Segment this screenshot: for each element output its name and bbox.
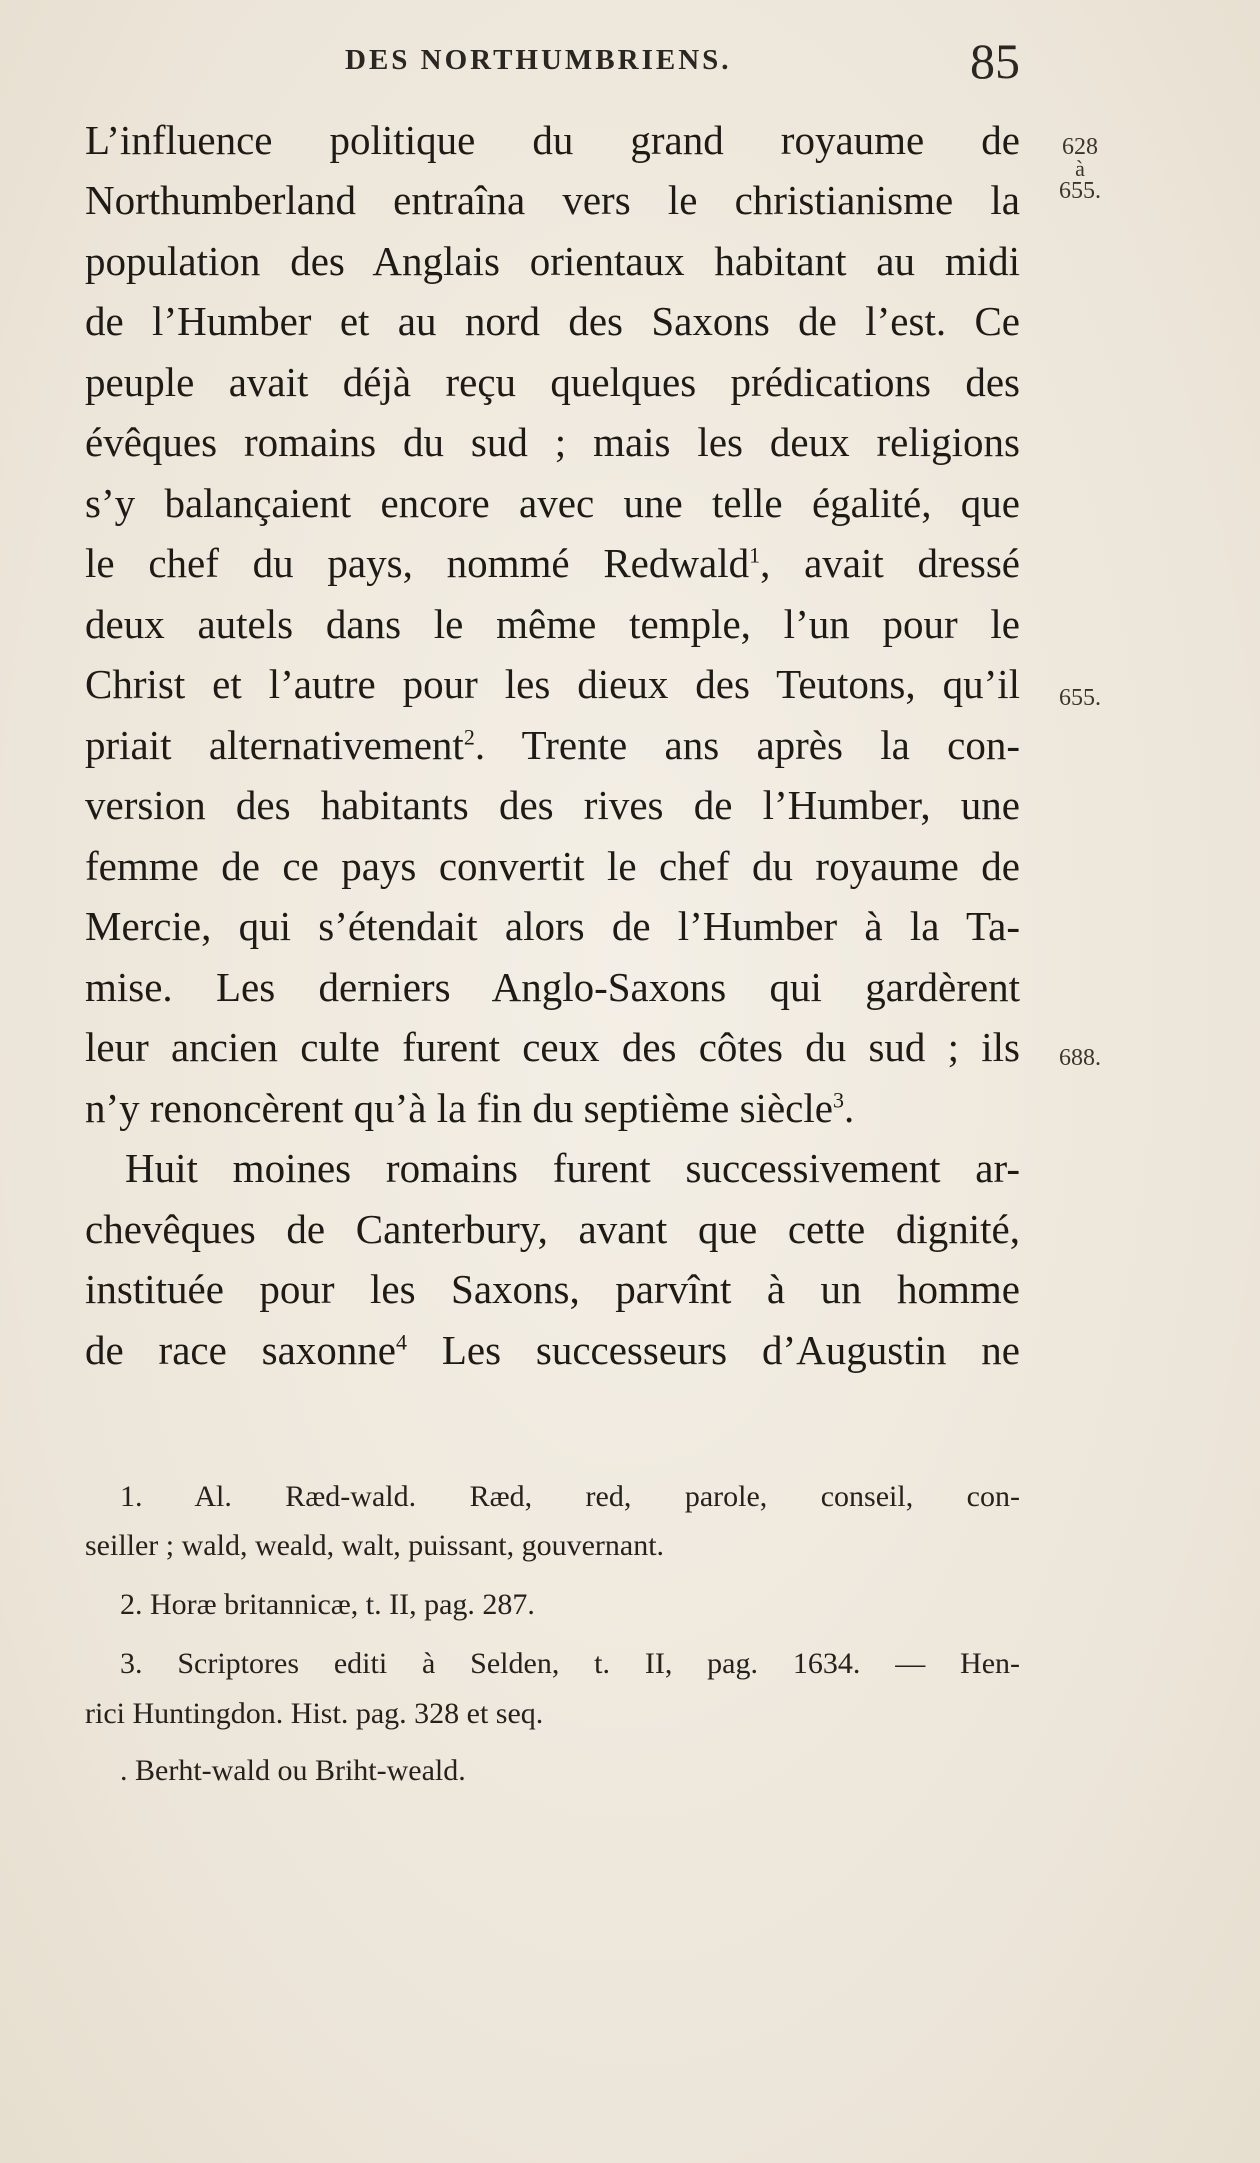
margin-year-start: 628 xyxy=(1062,134,1098,160)
margin-date-range xyxy=(1050,134,1110,204)
margin-year: 655. xyxy=(1059,685,1101,711)
margin-year: 688. xyxy=(1059,1045,1101,1071)
body-line-21 xyxy=(85,1325,1020,1375)
body-line-15: mise. Les derniers Anglo-Saxons qui gardèrent xyxy=(85,964,1020,1010)
body-line-16: leur ancien culte furent ceux des côtes du sud ; ils xyxy=(85,1024,1020,1070)
body-line-4: de l’Humber et au nord des Saxons de l’est. Ce xyxy=(85,298,1020,344)
body-line-5: peuple avait déjà reçu quelques prédications des xyxy=(85,359,1020,405)
footnote-number: 3. xyxy=(120,1647,143,1680)
body-line-13: femme de ce pays convertit le chef du royaume de xyxy=(85,843,1020,889)
footnote-2 xyxy=(120,1584,1020,1626)
footnote-ref-4: 4 xyxy=(395,1329,407,1355)
body-line-17-text: n’y renoncèrent qu’à la fin du septième siècle xyxy=(85,1085,833,1131)
body-line-21-text: de race saxonne xyxy=(85,1327,396,1373)
footnote-text: Horæ britannicæ, t. II, pag. 287. xyxy=(150,1588,535,1621)
body-line-11 xyxy=(85,720,1020,770)
body-line-17 xyxy=(85,1083,1020,1133)
body-line-11-text: priait alternativement xyxy=(85,722,464,768)
footnote-ref-3: 3 xyxy=(832,1087,844,1113)
body-line-19: chevêques de Canterbury, avant que cette dignité, xyxy=(85,1206,1020,1252)
margin-year-connector: à xyxy=(1075,156,1085,181)
body-line-1: L’influence politique du grand royaume de xyxy=(85,117,1020,163)
body-line-21-rest: Les successeurs d’Augustin ne xyxy=(406,1327,1021,1373)
body-line-2: Northumberland entraîna vers le christianisme la xyxy=(85,177,1020,223)
body-line-3: population des Anglais orientaux habitant au midi xyxy=(85,238,1020,284)
footnote-1 xyxy=(120,1476,1020,1518)
body-line-12: version des habitants des rives de l’Humber, une xyxy=(85,782,1020,828)
footnote-3 xyxy=(120,1643,1020,1685)
footnote-4 xyxy=(120,1750,1020,1792)
body-line-14: Mercie, qui s’étendait alors de l’Humber à la Ta- xyxy=(85,903,1020,949)
footnote-text: Berht-wald ou Briht-weald. xyxy=(135,1754,466,1787)
footnote-text: rici Huntingdon. Hist. pag. 328 et seq. xyxy=(85,1697,544,1730)
margin-year-end: 655. xyxy=(1059,178,1101,204)
margin-year-655 xyxy=(1050,685,1110,711)
footnote-ref-1: 1 xyxy=(749,542,761,568)
body-line-17-rest: . xyxy=(843,1085,855,1131)
body-line-8-rest: , avait dressé xyxy=(760,540,1021,586)
footnote-1-continued xyxy=(85,1525,1020,1567)
body-line-9: deux autels dans le même temple, l’un pour le xyxy=(85,601,1020,647)
body-line-7: s’y balançaient encore avec une telle égalité, que xyxy=(85,480,1020,526)
footnote-ref-2: 2 xyxy=(463,724,475,750)
body-line-11-rest: . Trente ans après la con- xyxy=(474,722,1021,768)
footnote-number: . xyxy=(120,1754,128,1787)
body-line-10: Christ et l’autre pour les dieux des Teutons, qu’il xyxy=(85,661,1020,707)
body-line-8-text: le chef du pays, nommé Redwald xyxy=(85,540,750,586)
footnote-3-continued xyxy=(85,1693,1020,1735)
footnote-text: Scriptores editi à Selden, t. II, pag. 1634. — Hen- xyxy=(177,1647,1021,1680)
page-number: 85 xyxy=(970,33,1020,89)
running-head: DES NORTHUMBRIENS. xyxy=(345,44,732,76)
footnote-text: Al. Ræd-wald. Ræd, red, parole, conseil, con- xyxy=(194,1480,1020,1513)
body-line-18: Huit moines romains furent successivement ar- xyxy=(125,1145,1020,1191)
body-line-6: évêques romains du sud ; mais les deux religions xyxy=(85,419,1020,465)
footnote-number: 1. xyxy=(120,1480,143,1513)
body-line-8 xyxy=(85,538,1020,588)
margin-year-688 xyxy=(1050,1045,1110,1071)
footnote-text: seiller ; wald, weald, walt, puissant, gouvernant. xyxy=(85,1529,665,1562)
body-line-20: instituée pour les Saxons, parvînt à un homme xyxy=(85,1266,1020,1312)
footnote-number: 2. xyxy=(120,1588,143,1621)
